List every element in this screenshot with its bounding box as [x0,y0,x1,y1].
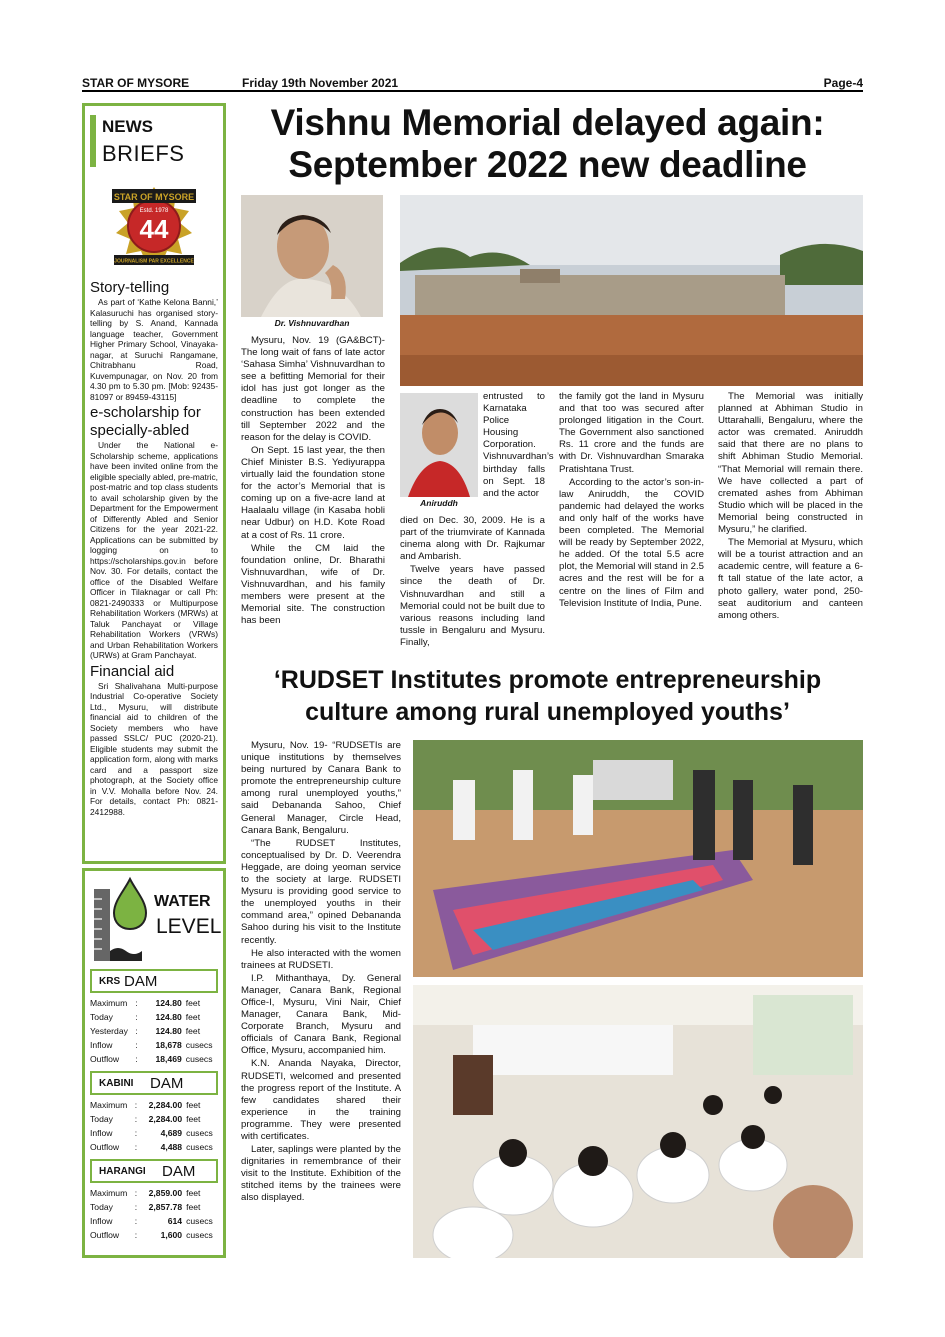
briefs-accent-bar [90,115,96,167]
row-unit: cusecs [186,1216,213,1227]
news-briefs-box [82,103,226,864]
colon: : [134,1202,138,1213]
photo-memorial-site [400,195,863,386]
masthead [82,74,863,92]
logo-number: 44 [139,214,169,244]
paragraph: entrusted to Karnataka Police Housing Corporation. Vishnuvardhan’s birthday falls on Sept. 18 and the actor [483,391,554,499]
row-label: Today [90,1114,113,1125]
row-value: 614 [167,1216,183,1227]
brief-title: Financial aid [90,662,175,680]
dam-header-kabini [90,1071,218,1095]
row-value: 124.80 [155,998,182,1009]
classroom-image [413,985,863,1258]
paragraph: I.P. Mithanthaya, Dy. General Manager, Canara Bank, Regional Office-I, Mysuru, Vini Nair, Chief Manager, Canara Bank, Mid-Corporate Branch, Mysuru and officials of Canara Bank, Regional Office, Mysuru, accompanied him. [241,972,401,1057]
photo-classroom [413,985,863,1258]
dam-suffix: DAM [150,1074,184,1092]
row-value: 2,284.00 [148,1100,183,1111]
article1-column-4 [718,391,863,623]
article1-column-1 [241,335,385,628]
article1-column-2 [400,515,545,650]
brief-text: Under the National e-Scholarship scheme, applications have been invited online from the eligible specially abled, pre-matric, post-matric and top class students to avail scholarship given by the Department for the Empowerment of Differently Abled and Senior Citizens for the year 2021-22. Applications can be submitted by logging on to https://scholarships.gov.in before Nov. 30. For details, contact the office of the Disabled Welfare Officer in Tilaknagar or call Ph: 0821-2490333 or Multipurpose Rehabilitation Workers (MRWs) at Taluk Panchayat or Village Rehabilitation Workers (VRWs) and Urban Rehabilitation Workers (URWs) at Gram Panchayat. [90,440,219,660]
row-label: Maximum [90,1188,128,1199]
brief-text: As part of ‘Kathe Kelona Banni,’ Kalasuruchi has organised story-telling by S. Anand, Kannada language teacher, Government Higher Primary School, Vinayaka-nagar, at Suruchi Rangamane, Chitrabhanu Road, Kuvempunagar, on Nov. 20 from 4.30 pm to 5.30 pm. [Mob: 92435-81097 or 89459-43115] [90,297,218,402]
dam-header-krs [90,969,218,993]
news-label: NEWS [102,117,153,136]
water-label: WATER [154,893,211,910]
paragraph: Mysuru, Nov. 19 (GA&BCT)- The long wait of fans of late actor ‘Sahasa Simha’ Vishnuvardhan to see a befitting Memorial for their idol has just got longer as the deadline to complete the construction has been extended till September 2022 and the reason for the delay is COVID. [241,335,385,443]
brief-title: Story-telling [90,279,170,296]
paper-name: STAR OF MYSORE [82,76,190,90]
paragraph: Mysuru, Nov. 19- “RUDSETIs are unique institutions by themselves being nurtured by Canara Bank to promote the entrepreneurship culture among rural unemployed youths,” said Debananda Sahoo, Chief General Manager, Circle Head, Canara Bank, Bengaluru. [241,740,401,836]
brief-title: e-scholarship for specially-abled [90,404,201,439]
paragraph: The Memorial was initially planned at Abhiman Studio in Uttarahalli, Bengaluru, where the actor was cremated. Aniruddh said that there are no plans to shift Abhiman Studio Memorial. “That Memorial will remain there. We have collected a part of cremated ashes from Abhiman Studio which will be placed in the Memorial being constructed in Mysuru,” he clarified. [718,391,863,536]
dam-suffix: DAM [124,973,158,990]
row-value: 2,284.00 [148,1114,183,1125]
table-row [90,1141,218,1155]
logo-motto: JOURNALISM PAR EXCELLENCE [114,258,194,265]
dam-table-kabini [90,1099,218,1155]
article2-body [241,740,401,1206]
paragraph: According to the actor’s son-in-law Aniruddh, the COVID pandemic had delayed the works and only half of the works have been completed. The Memorial will be ready by September 2022, he added. Of the total 5.5 acre plot, the Memorial will stand in 2.5 acres and the rest will be for a centre on the lines of Film and Television Institute of India, Pune. [559,476,704,609]
colon: : [134,1100,138,1111]
colon: : [135,1026,138,1037]
caption-aniruddh: Aniruddh [420,498,458,508]
photo-vishnuvardhan [241,195,383,317]
photo-aniruddh [400,393,478,497]
exhibition-image [413,740,863,977]
colon: : [134,1114,138,1125]
row-value: 18,469 [155,1054,182,1065]
row-unit: feet [185,998,201,1009]
dam-name: KABINI [99,1077,134,1089]
table-row [90,997,218,1011]
memorial-site-image [400,195,863,386]
colon: : [135,1012,138,1023]
colon: : [134,1142,138,1153]
row-label: Inflow [90,1216,113,1227]
article1-column-3 [559,391,704,611]
row-label: Maximum [90,998,128,1009]
table-row [90,1099,218,1113]
paragraph: Later, saplings were planted by the dignitaries in remembrance of their visit to the Institute. Exhibition of the stitched items by the trainees were also displayed. [241,1144,401,1204]
paragraph: died on Dec. 30, 2009. He is a part of the triumvirate of Kannada cinema along with Dr. Rajkumar and Ambarish. [400,515,545,563]
row-unit: feet [186,1100,201,1111]
row-unit: cusecs [186,1142,213,1153]
row-label: Outflow [90,1054,120,1065]
anniversary-logo [104,181,204,273]
dam-header-harangi [90,1159,218,1183]
row-unit: feet [186,1202,201,1213]
table-row [90,1187,218,1201]
table-row [90,1053,218,1067]
table-row [90,1215,218,1229]
row-unit: feet [185,1012,201,1023]
table-row [90,1025,218,1039]
row-label: Today [90,1202,113,1213]
anniversary-logo-graphic [104,181,204,273]
paragraph: He also interacted with the women trainees at RUDSETI. [241,947,401,971]
table-row [90,1229,218,1243]
paragraph: Twelve years have passed since the death of Dr. Vishnuvardhan and still a Memorial could not be built due to various reasons including land tussle in Bengaluru and Mysuru. Finally, [400,564,545,648]
table-row [90,1113,218,1127]
headline-rudset: ‘RUDSET Institutes promote entrepreneurship culture among rural unemployed youths’ [273,666,822,726]
article1-column-2-top [483,391,554,501]
row-value: 124.80 [155,1012,182,1023]
row-value: 124.80 [155,1026,182,1037]
colon: : [134,1188,138,1199]
aniruddh-portrait-image [400,393,478,497]
logo-estd: Estd. 1978 [139,208,169,214]
row-unit: feet [185,1026,201,1037]
row-label: Today [90,1012,113,1023]
row-label: Inflow [90,1040,113,1051]
water-level-header [90,875,222,967]
row-value: 4,689 [160,1128,183,1139]
row-unit: feet [186,1188,201,1199]
row-unit: cusecs [186,1230,213,1241]
row-unit: feet [186,1114,201,1125]
paragraph: On Sept. 15 last year, the then Chief Minister B.S. Yediyurappa virtually laid the foundation stone for the actor’s Memorial that is coming up on a five-acre land at Haalaalu village (in Kasaba hobli near Udbur) on H.D. Kote Road at a cost of Rs. 11 crore. [241,444,385,541]
row-value: 2,859.00 [148,1188,183,1199]
paragraph: the family got the land in Mysuru and that too was secured after prolonged litigation in the Court. The Government also sanctioned Rs. 11 crore and the funds are with Dr. Vishnuvardhan Smaraka Pratishtana Trust. [559,391,704,475]
water-level-box [82,868,226,1258]
row-label: Outflow [90,1230,120,1241]
page-number: Page-4 [823,76,863,90]
row-unit: cusecs [186,1128,213,1139]
row-value: 2,857.78 [148,1202,183,1213]
briefs-label: BRIEFS [102,141,185,166]
portrait-image [241,195,383,317]
row-label: Inflow [90,1128,113,1139]
colon: : [134,1128,138,1139]
table-row [90,1127,218,1141]
paragraph: While the CM laid the foundation online, Dr. Bharathi Vishnuvardhan, wife of Dr. Vishnuvardhan, and his family members were present at the Memorial site. The construction has been [241,542,385,627]
paragraph: “The RUDSET Institutes, conceptualised by Dr. D. Veerendra Heggade, are doing yeoman service to the society at large. RUDSETI Mysuru is providing good service to the unemployed youths in their command area,” opined Debananda Sahoo during his visit to the Institute recently. [241,837,401,946]
table-row [90,1039,218,1053]
issue-date: Friday 19th November 2021 [242,76,399,90]
dam-table-krs [90,997,218,1067]
row-value: 1,600 [160,1230,183,1241]
colon: : [135,998,138,1009]
row-label: Yesterday [90,1026,128,1037]
dam-name: HARANGI [99,1165,146,1177]
photo-exhibition [413,740,863,977]
row-unit: cusecs [185,1040,213,1051]
row-value: 4,488 [160,1142,183,1153]
table-row [90,1011,218,1025]
level-label: LEVEL [156,915,222,938]
row-label: Outflow [90,1142,120,1153]
paragraph: The Memorial at Mysuru, which will be a tourist attraction and an academic centre, will feature a 6-ft tall statue of the late actor, a photo gallery, water pond, 250-seat auditorium and canteen among others. [718,537,863,621]
caption-vishnuvardhan: Dr. Vishnuvardhan [274,318,350,328]
dam-suffix: DAM [162,1162,196,1180]
colon: : [134,1216,138,1227]
brief-text: Sri Shalivahana Multi-purpose Industrial Co-operative Society Ltd., Mysuru, will distribute financial aid to children of the Society members who have passed SSLC/ PUC (2020-21). Eligible students may submit the application form, along with marks card and a passport size photograph, at the Society office in V.V. Mohalla before Nov. 24. For details, contact Ph: 0821-2412988. [90,680,218,817]
colon: : [135,1054,138,1065]
row-unit: cusecs [185,1054,213,1065]
water-drop-icon [90,875,150,963]
colon: : [135,1040,138,1051]
headline-vishnu-memorial: Vishnu Memorial delayed again: September 2022 new deadline [270,102,825,185]
table-row [90,1201,218,1215]
dam-name: KRS [99,976,121,987]
briefs-header [90,109,218,179]
dam-table-harangi [90,1187,218,1243]
row-label: Maximum [90,1100,128,1111]
logo-ribbon: STAR OF MYSORE [113,192,195,202]
colon: : [134,1230,138,1241]
row-value: 18,678 [155,1040,182,1051]
paragraph: K.N. Ananda Nayaka, Director, RUDSETI, welcomed and presented the progress report of the Institute. A few candidates shared their experience in the training programme. They were presented with certificates. [241,1058,401,1142]
